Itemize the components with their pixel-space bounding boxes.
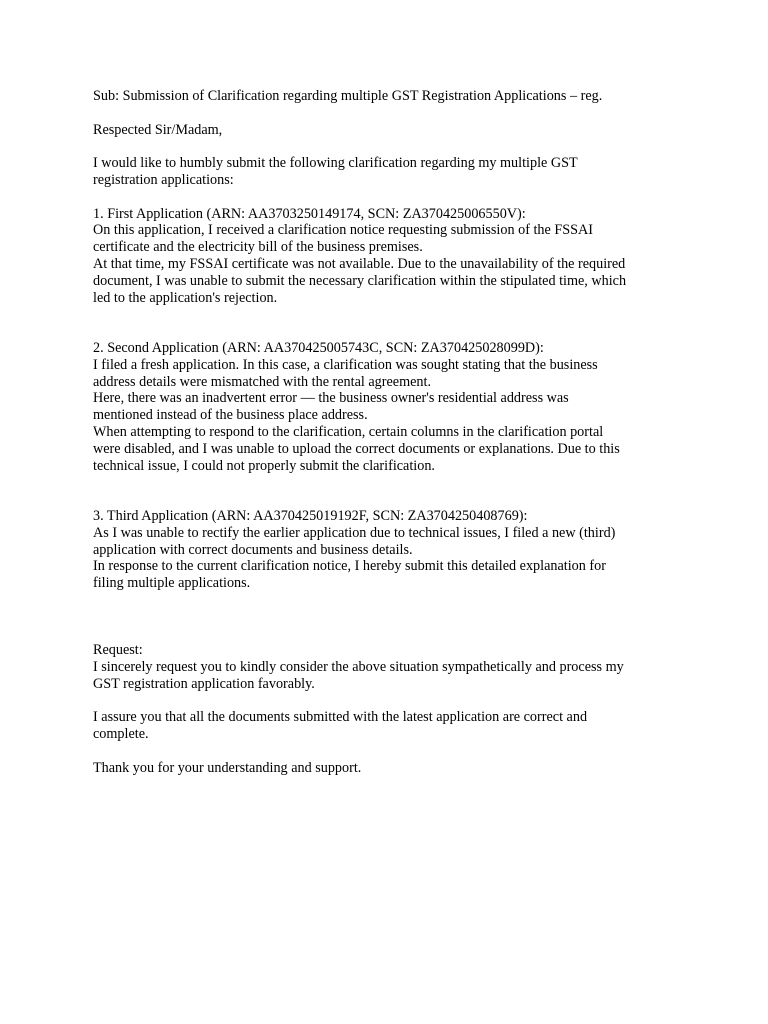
section-line: filing multiple applications.: [93, 575, 251, 592]
section-line: mentioned instead of the business place address.: [93, 407, 368, 424]
letter-body: [93, 88, 683, 777]
section-line: were disabled, and I was unable to upload the correct documents or explanations. Due to this: [93, 440, 620, 457]
subject-line: Sub: Submission of Clarification regarding multiple GST Registration Applications – reg.: [93, 88, 603, 104]
section-line: On this application, I received a clarification notice requesting submission of the FSSAI: [93, 222, 593, 239]
section-first-application: [93, 206, 683, 307]
section-line: In response to the current clarification notice, I hereby submit this detailed explanation for: [93, 558, 606, 575]
section-line: Here, there was an inadvertent error — the business owner's residential address was: [93, 390, 569, 407]
section-heading: 1. First Application (ARN: AA3703250149174, SCN: ZA370425006550V):: [93, 205, 526, 222]
request-line: GST registration application favorably.: [93, 675, 315, 692]
section-line: led to the application's rejection.: [93, 289, 278, 306]
intro-paragraph: [93, 155, 683, 189]
section-line: At that time, my FSSAI certificate was not available. Due to the unavailability of the required: [93, 255, 626, 272]
section-heading: 3. Third Application (ARN: AA370425019192F, SCN: ZA3704250408769):: [93, 507, 528, 524]
section-line: When attempting to respond to the clarification, certain columns in the clarification portal: [93, 423, 604, 440]
intro-line: registration applications:: [93, 171, 234, 188]
section-line: address details were mismatched with the rental agreement.: [93, 373, 432, 390]
salutation: Respected Sir/Madam,: [93, 121, 223, 138]
request-heading: Request:: [93, 642, 143, 659]
section-line: As I was unable to rectify the earlier application due to technical issues, I filed a new (third): [93, 524, 616, 541]
assurance-line: I assure you that all the documents submitted with the latest application are correct and: [93, 709, 588, 726]
section-heading: 2. Second Application (ARN: AA370425005743C, SCN: ZA370425028099D):: [93, 339, 544, 356]
assurance-paragraph: [93, 709, 683, 743]
section-third-application: [93, 508, 683, 592]
section-second-application: [93, 340, 683, 474]
section-line: technical issue, I could not properly submit the clarification.: [93, 457, 435, 474]
request-section: [93, 642, 683, 692]
request-line: I sincerely request you to kindly consider the above situation sympathetically and process my: [93, 659, 624, 676]
closing-line: Thank you for your understanding and support.: [93, 759, 362, 776]
section-line: application with correct documents and business details.: [93, 541, 413, 558]
section-line: document, I was unable to submit the necessary clarification within the stipulated time, which: [93, 272, 627, 289]
intro-line: I would like to humbly submit the following clarification regarding my multiple GST: [93, 155, 578, 172]
section-line: certificate and the electricity bill of the business premises.: [93, 239, 423, 256]
section-line: I filed a fresh application. In this case, a clarification was sought stating that the business: [93, 356, 598, 373]
assurance-line: complete.: [93, 726, 149, 743]
